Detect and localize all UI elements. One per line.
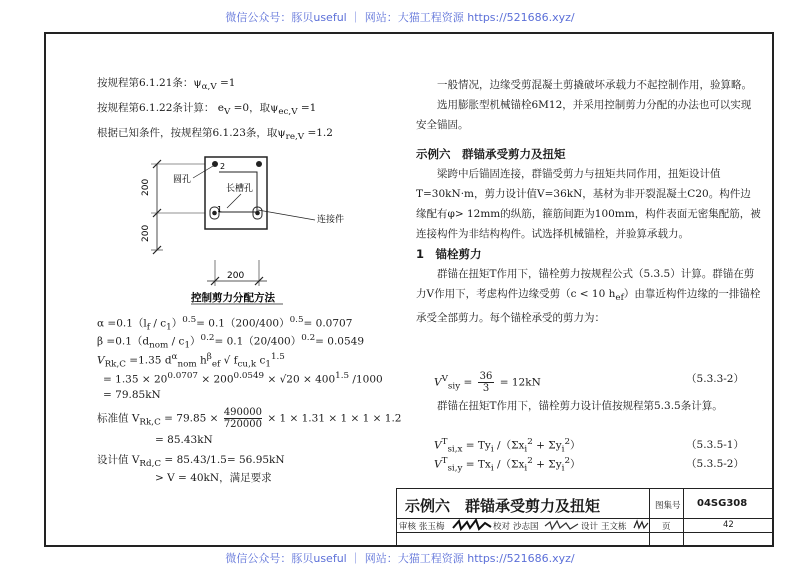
alpha-formula: $\alpha =0.1(l_f / c_1)^{0.5}= 0.1(200/400)^{0.5}= 0.0707$	[97, 315, 353, 333]
rule-6-1-21: 按规程第6.1.21条：$\psi_{\alpha,V} =1$	[97, 77, 236, 93]
atlas-number: 04SG308	[697, 498, 748, 509]
designer-name: 王文栋	[601, 522, 627, 532]
bolt-number-2: 2	[220, 162, 226, 171]
dim-200-lower: 200	[141, 224, 151, 242]
paragraph-problem: 梁跨中后锚固连接，群锚受剪力与扭矩共同作用，扭矩设计值T=30kN·m，剪力设计值V=36kN，基材为非开裂混凝土C20。构件边缘配有φ> 12mm的纵筋，箍筋间距为100mm，构件表面无密集配筋，被连接构件为非结构构件。试选择机械锚栓，并验算承载力。	[416, 168, 761, 240]
atlas-label: 图集号	[655, 501, 681, 511]
slot-hole-label: 长槽孔	[226, 184, 254, 194]
vrk-formula: $V_{Rk,C} =1.35$ $d^\alpha_{nom}$ $h^\beta_{ef}$ √ $f_{cu,k}$ $c_1^{1.5}$	[97, 352, 285, 370]
paragraph-torsion-method: 群锚在扭矩T作用下，锚栓剪力设计值按规程第5.3.5条计算。	[437, 400, 723, 412]
bolt-bottom-right	[255, 211, 260, 216]
reviewer-signature	[451, 518, 493, 532]
reviewer-name: 张玉梅	[419, 522, 445, 532]
example-six-heading: 示例六 群锚承受剪力及扭矩	[416, 147, 566, 161]
round-hole-label: 圆孔	[173, 175, 192, 185]
rule-6-1-22: 按规程第6.1.22条计算： $e_V =0$，取$\psi_{ec,V} =1$	[97, 102, 317, 118]
designer-signature	[633, 518, 649, 532]
diagram-caption: 控制剪力分配方法	[191, 292, 275, 304]
checker-name: 沙志国	[513, 522, 539, 532]
beta-formula: $\beta =0.1(d_{nom} / c_1)^{0.2}= 0.1(20/400)^{0.2}= 0.0549$	[97, 333, 365, 351]
page-number: 42	[723, 520, 734, 530]
standard-value-result: = 85.43kN	[155, 434, 213, 446]
review-label: 审核	[399, 522, 417, 532]
design-value-formula: 设计值 $V_{Rd,C} = 85.43/1.5= 56.95kN$	[97, 454, 285, 470]
connector-label: 连接件	[317, 215, 345, 225]
paragraph-anchor-choice: 选用膨胀型机械锚栓6M12，并采用控制剪力分配的办法也可以实现安全锚固。	[416, 99, 752, 131]
standard-value-formula: 标准值 $V_{Rk,C} = 79.85$ × $\frac{490000}{720000}$ × 1 × 1.31 × 1 × 1 × 1.2	[97, 407, 402, 430]
check-result: > V = 40kN，满足要求	[155, 472, 272, 484]
vrk-substitution: = $1.35 \times 20^{0.0707} \times 200^{0.0549} \times √20 \times 400^{1.5}$ /1000	[103, 371, 383, 386]
title-block-title: 示例六 群锚承受剪力及扭矩	[405, 497, 601, 515]
equation-5-3-5-2: $V^T_{si,y} = Tx_i$ $/(\Sigma x_i^2 + \Sigma y_i^2)$ （5.3.5-2）	[434, 456, 744, 474]
equation-5-3-5-1: $V^T_{si,x} = Ty_i$ $/(\Sigma x_i^2 + \Sigma y_i^2)$ （5.3.5-1）	[434, 437, 744, 455]
dim-200-upper: 200	[141, 178, 151, 196]
section-bolt-shear-heading: 1 锚栓剪力	[416, 247, 482, 261]
anchor-layout-diagram	[135, 150, 365, 310]
paragraph-edge-shear: 一般情况，边缘受剪混凝土剪撬破坏承载力不起控制作用，验算略。	[437, 79, 752, 91]
watermark-top: 微信公众号：豚贝useful ｜ 网站：大猫工程资源 https://521686.xyz/	[225, 11, 575, 24]
round-hole-leader	[193, 166, 213, 178]
check-label: 校对	[493, 522, 511, 532]
design-label: 设计	[581, 522, 599, 532]
checker-signature	[543, 518, 581, 532]
bolt-number-1: 1	[217, 205, 223, 214]
right-column	[416, 75, 761, 328]
vrk-result: = 79.85kN	[103, 389, 161, 401]
page-label: 页	[662, 522, 671, 532]
dim-200-horizontal: 200	[227, 271, 245, 281]
equation-5-3-3-2: $V^V_{siy}$ = $\frac{36}{3}$ = 12kN （5.3.3-2）	[434, 371, 744, 394]
bolt-top-right	[256, 161, 262, 167]
paragraph-shear-method: 群锚在扭矩T作用下，锚栓剪力按规程公式（5.3.5）计算。群锚在剪力V作用下，考虑构件边缘受剪（c < 10 $h_{ef}$）由靠近构件边缘的一排锚栓承受全部剪力。每个锚栓承受的剪力为：	[416, 268, 761, 325]
slot-hole-leader	[227, 194, 241, 208]
rule-6-1-23: 根据已知条件，按规程第6.1.23条，取$\psi_{re,V} =1.2$	[97, 127, 333, 143]
title-block	[396, 488, 772, 545]
watermark-bottom: 微信公众号：豚贝useful ｜ 网站：大猫工程资源 https://521686.xyz/	[225, 552, 575, 565]
